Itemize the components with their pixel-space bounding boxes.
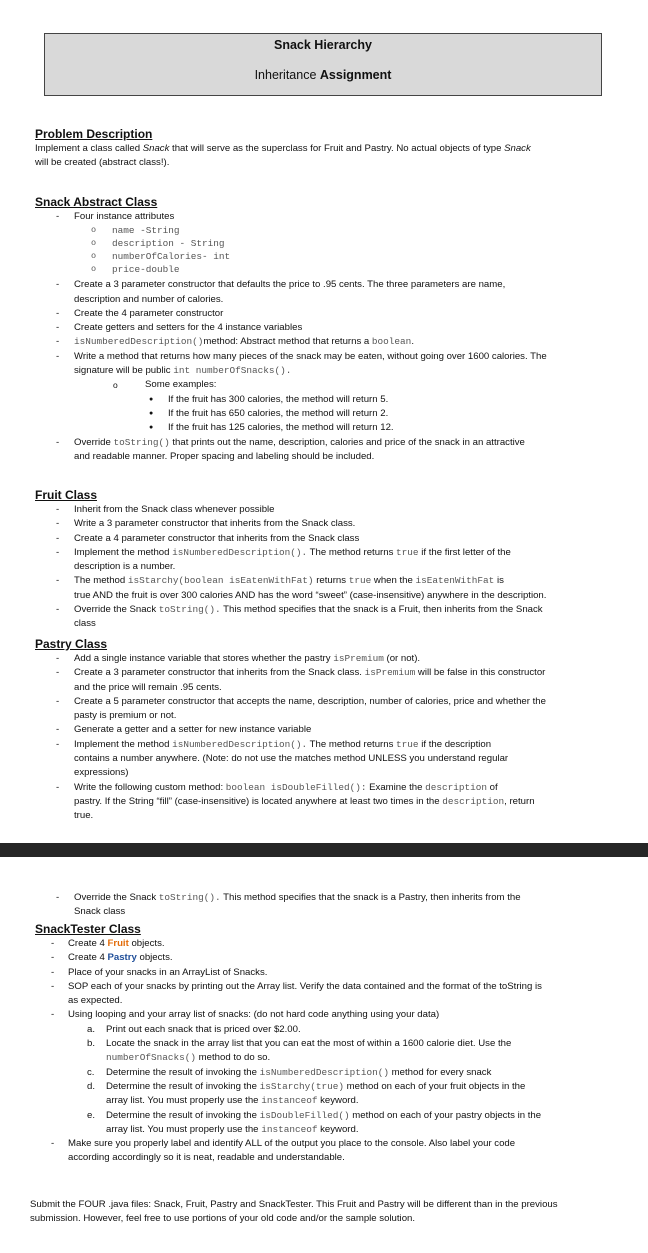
doc-title: Snack Hierarchy <box>274 38 372 52</box>
submission-note: Submit the FOUR .java files: Snack, Fruit, Pastry and SnackTester. This Fruit and Pastry will be different than in the previous submission. However, feel free to use portions of your old code and/or the sample solution. <box>30 1199 558 1225</box>
snack-heading: Snack Abstract Class <box>35 195 158 209</box>
list-item: - Write a method that returns how many pieces of the snack may be eaten, without going over 1600 calories. The signature will be public int numberOfSnacks(). <box>35 350 620 379</box>
list-item: - Create the 4 parameter constructor <box>35 307 620 321</box>
doc-subtitle: Inheritance Assignment <box>254 68 392 82</box>
tester-section <box>35 921 620 1166</box>
list-item: - Place of your snacks in an ArrayList of Snacks. <box>35 966 620 980</box>
list-item: - Inherit from the Snack class whenever possible <box>35 503 620 517</box>
page-divider <box>0 843 648 857</box>
list-item: - Create a 4 parameter constructor that inherits from the Snack class <box>35 532 620 546</box>
pastry-section <box>35 636 620 824</box>
list-item: - Create a 5 parameter constructor that accepts the name, description, number of calories, price and whether the pasty is premium or not. <box>35 695 620 724</box>
list-item: - Create a 3 parameter constructor that inherits from the Snack class. isPremium will be false in this constructor and the price will remain .95 cents. <box>35 666 620 695</box>
problem-section: Problem Description Implement a class called Snack that will serve as the superclass for Fruit and Pastry. No actual objects of type Snack will be created (abstract class!). <box>35 126 620 171</box>
attr-item: o description - String <box>35 237 620 250</box>
bullet-item: ● If the fruit has 300 calories, the method will return 5. <box>35 393 620 407</box>
sub-item-b: b. Locate the snack in the array list that you can eat the most of within a 1600 calorie diet. Use the numberOfSnacks() method to do so. <box>87 1038 512 1064</box>
problem-heading: Problem Description <box>35 127 153 141</box>
list-item: - Write a 3 parameter constructor that inherits from the Snack class. <box>35 517 620 531</box>
sub-item-c: c. Determine the result of invoking the isNumberedDescription() method for every snack <box>87 1066 492 1078</box>
sub-item-e: e. Determine the result of invoking the isDoubleFilled() method on each of your pastry objects in the array list. You must properly use the instanceof keyword. <box>87 1109 542 1135</box>
examples-label: o Some examples: <box>35 378 620 392</box>
list-item: - Override toString() that prints out the name, description, calories and price of the snack in an attractive and readable manner. Proper spacing and labeling should be included. <box>35 436 620 465</box>
problem-text: Implement a class called Snack that will serve as the superclass for Fruit and Pastry. No actual objects of type Snack <box>35 143 531 154</box>
bullet-item: ● If the fruit has 650 calories, the method will return 2. <box>35 407 620 421</box>
list-item: - Create 4 Pastry objects. <box>35 951 620 965</box>
list-item: - Make sure you properly label and identify ALL of the output you place to the console. Also label your code according accordingly so it is neat, readable and understandable. <box>35 1137 620 1166</box>
list-item: - Write the following custom method: boolean isDoubleFilled(): Examine the description of pastry. If the String “fill” (case-insensitive) is located anywhere at least two times in the description, return true. <box>35 781 620 824</box>
list-item: - Implement the method isNumberedDescription(). The method returns true if the description contains a number anywhere. (Note: do not use the matches method UNLESS you understand regular expressions) <box>35 738 620 781</box>
list-item: - Override the Snack toString(). This method specifies that the snack is a Pastry, then inherits from the Snack class <box>35 891 620 920</box>
pastry-heading: Pastry Class <box>35 637 108 651</box>
list-item: - Generate a getter and a setter for new instance variable <box>35 723 620 737</box>
list-item: - Override the Snack toString(). This method specifies that the snack is a Fruit, then inherits from the Snack class <box>35 603 620 632</box>
sub-item-a: a. Print out each snack that is priced over $2.00. <box>87 1023 301 1035</box>
list-item: - Create a 3 parameter constructor that defaults the price to .95 cents. The three parameters are name, description and number of calories. <box>35 278 620 307</box>
sub-item-d: d. Determine the result of invoking the isStarchy(true) method on each of your fruit objects in the array list. You must properly use the instanceof keyword. <box>87 1080 526 1107</box>
title-box <box>44 33 602 96</box>
list-item: - The method isStarchy(boolean isEatenWithFat) returns true when the isEatenWithFat is true AND the fruit is over 300 calories AND has the word “sweet” (case-insensitive) anywhere in the description. <box>35 574 620 603</box>
snack-section <box>35 194 620 464</box>
list-item: - isNumberedDescription()method: Abstract method that returns a boolean. <box>35 335 620 349</box>
list-item: - Create 4 Fruit objects. <box>35 937 620 951</box>
bullet-item: ● If the fruit has 125 calories, the method will return 12. <box>35 421 620 435</box>
pastry-continued <box>35 891 620 920</box>
tester-heading: SnackTester Class <box>35 922 141 936</box>
fruit-heading: Fruit Class <box>35 488 98 502</box>
list-item: - Add a single instance variable that stores whether the pastry isPremium (or not). <box>35 652 620 666</box>
list-item: - Using looping and your array list of snacks: (do not hard code anything using your data) <box>35 1008 620 1022</box>
fruit-section <box>35 487 620 632</box>
list-item: - Create getters and setters for the 4 instance variables <box>35 321 620 335</box>
attr-item: o price-double <box>35 263 620 276</box>
list-item: - SOP each of your snacks by printing out the Array list. Verify the data contained and the format of the toString is as expected. <box>35 980 620 1009</box>
attr-item: o name -String <box>35 224 620 237</box>
list-item: - Implement the method isNumberedDescription(). The method returns true if the first letter of the description is a number. <box>35 546 620 575</box>
list-item: - Four instance attributes <box>35 210 620 224</box>
attr-item: o numberOfCalories- int <box>35 250 620 263</box>
